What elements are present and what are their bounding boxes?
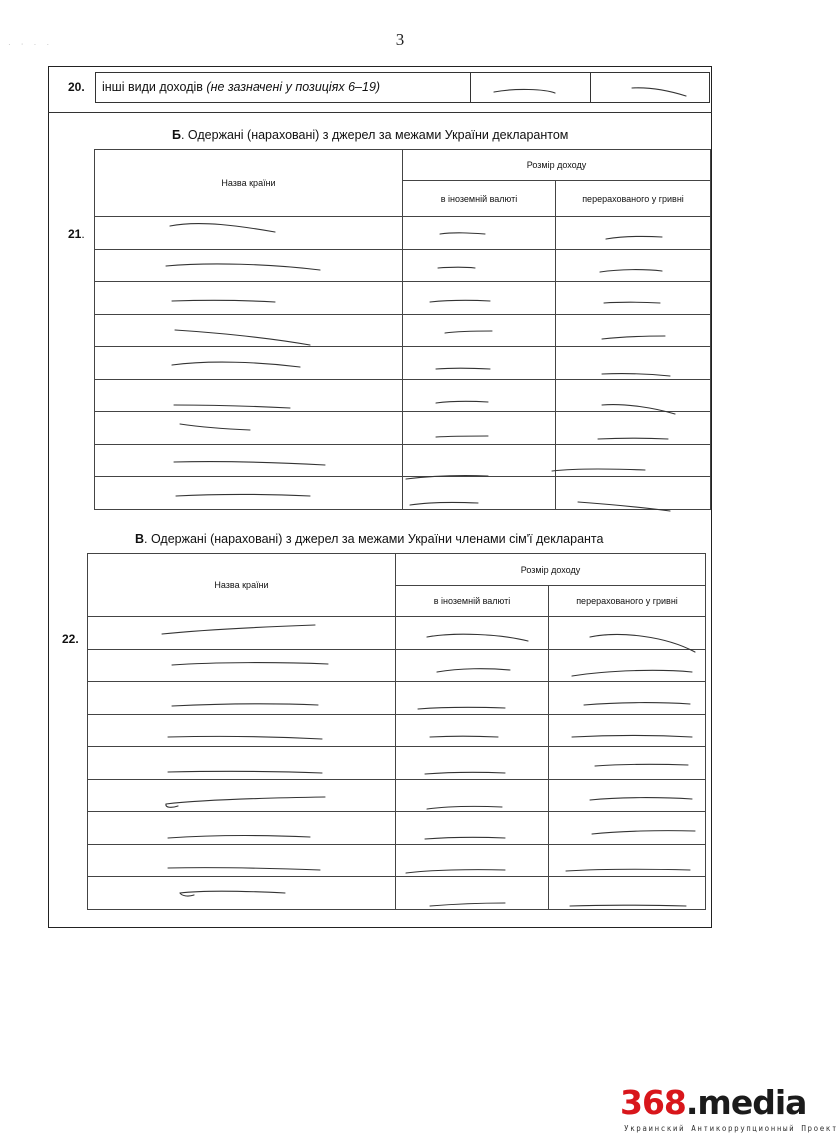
- section-v-row-number: 22.: [62, 632, 79, 646]
- dash-b9-uah: [578, 502, 670, 511]
- section-v-header-uah: перерахованого у гривні: [549, 586, 706, 617]
- dash-v1-uah: [590, 635, 695, 652]
- section-v-header-country: Назва країни: [88, 554, 396, 617]
- dash-b7-country: [180, 424, 250, 430]
- dash-b6-foreign: [436, 401, 488, 403]
- dash-b1-country: [170, 224, 275, 232]
- dash-b4-foreign: [445, 331, 492, 333]
- dash-v3-country: [172, 704, 318, 706]
- dash-b8-foreign: [406, 476, 488, 479]
- dash-b2-uah: [600, 270, 662, 272]
- dash-b5-uah: [602, 374, 670, 376]
- dash-v9-country-hook: [180, 893, 194, 896]
- dash-v4-foreign: [430, 736, 498, 737]
- dash-v8-foreign: [406, 870, 505, 873]
- dash-b5-country: [172, 362, 300, 367]
- dash-b9-country: [176, 495, 310, 497]
- dash-v2-foreign: [437, 669, 510, 672]
- dash-b2-foreign: [438, 267, 475, 268]
- dash-b1-uah: [606, 236, 662, 239]
- item-20-label: інші види доходів: [102, 80, 203, 94]
- dash-b8-uah: [552, 469, 645, 471]
- section-v-header-foreign: в іноземній валюті: [396, 586, 549, 617]
- dash-b4-uah: [602, 336, 665, 339]
- dash-v8-uah: [566, 869, 690, 871]
- dash-v4-country: [168, 736, 322, 739]
- dash-v7-uah: [592, 831, 695, 834]
- watermark-number: 368: [620, 1083, 686, 1122]
- section-b-letter: Б: [172, 128, 181, 142]
- item-20-note: (не зазначені у позиціях 6–19): [206, 80, 381, 94]
- dash-v6-uah: [590, 798, 692, 800]
- dash-b5-foreign: [436, 368, 490, 369]
- dash-v2-uah: [572, 670, 692, 676]
- dash-b9-foreign: [410, 502, 478, 505]
- dash-v5-uah: [595, 764, 688, 766]
- dash-b3-country: [172, 300, 275, 302]
- dash-b6-uah: [602, 405, 675, 414]
- dash-20-b: [632, 88, 686, 96]
- dash-v5-foreign: [425, 772, 505, 774]
- dash-v3-foreign: [418, 707, 505, 709]
- dash-v6-country-hook: [166, 804, 178, 807]
- watermark-logo: [620, 1083, 806, 1122]
- dash-v5-country: [168, 771, 322, 773]
- dash-20-a: [494, 89, 555, 93]
- dash-v4-uah: [572, 736, 692, 738]
- dash-v9-foreign: [430, 903, 505, 906]
- section-v-title-text: . Одержані (нараховані) з джерел за межами України членами сім'ї декларанта: [144, 532, 604, 546]
- scan-specks: · ‧ · ·: [8, 40, 54, 49]
- dash-v2-country: [172, 663, 328, 665]
- dash-b1-foreign: [440, 233, 485, 234]
- dash-b2-country: [166, 264, 320, 270]
- section-b-title-text: . Одержані (нараховані) з джерел за межами України декларантом: [180, 128, 569, 142]
- page-number: 3: [395, 30, 405, 49]
- dash-v6-country: [166, 797, 325, 804]
- dash-v1-country: [162, 625, 315, 634]
- section-b-header-uah: перерахованого у гривні: [556, 181, 711, 217]
- dash-b3-uah: [604, 302, 660, 303]
- watermark-tagline: Украинский Антикоррупционный Проект: [624, 1124, 838, 1133]
- dash-v7-country: [168, 836, 310, 838]
- section-v-header-amount: Розмір доходу: [396, 554, 706, 586]
- dash-v1-foreign: [427, 634, 528, 641]
- section-b-row-number: 21.: [68, 227, 85, 241]
- dash-b8-country: [174, 462, 325, 465]
- section-b-header-country: Назва країни: [95, 150, 403, 217]
- dash-v8-country: [168, 868, 320, 870]
- section-b-header-foreign: в іноземній валюті: [403, 181, 556, 217]
- dash-b4-country: [175, 330, 310, 345]
- section-v-letter: В: [135, 532, 145, 546]
- dash-b7-uah: [598, 438, 668, 439]
- dash-b3-foreign: [430, 300, 490, 302]
- dash-v7-foreign: [425, 837, 505, 839]
- dash-v3-uah: [584, 703, 690, 705]
- item-20-number: 20.: [68, 80, 85, 94]
- dash-b6-country: [174, 405, 290, 408]
- watermark-name: .media: [685, 1083, 807, 1122]
- dash-v9-uah: [570, 905, 686, 906]
- dash-v9-country: [180, 891, 285, 893]
- dash-v6-foreign: [427, 806, 502, 809]
- dash-b7-foreign: [436, 436, 488, 437]
- section-b-header-amount: Розмір доходу: [403, 150, 711, 181]
